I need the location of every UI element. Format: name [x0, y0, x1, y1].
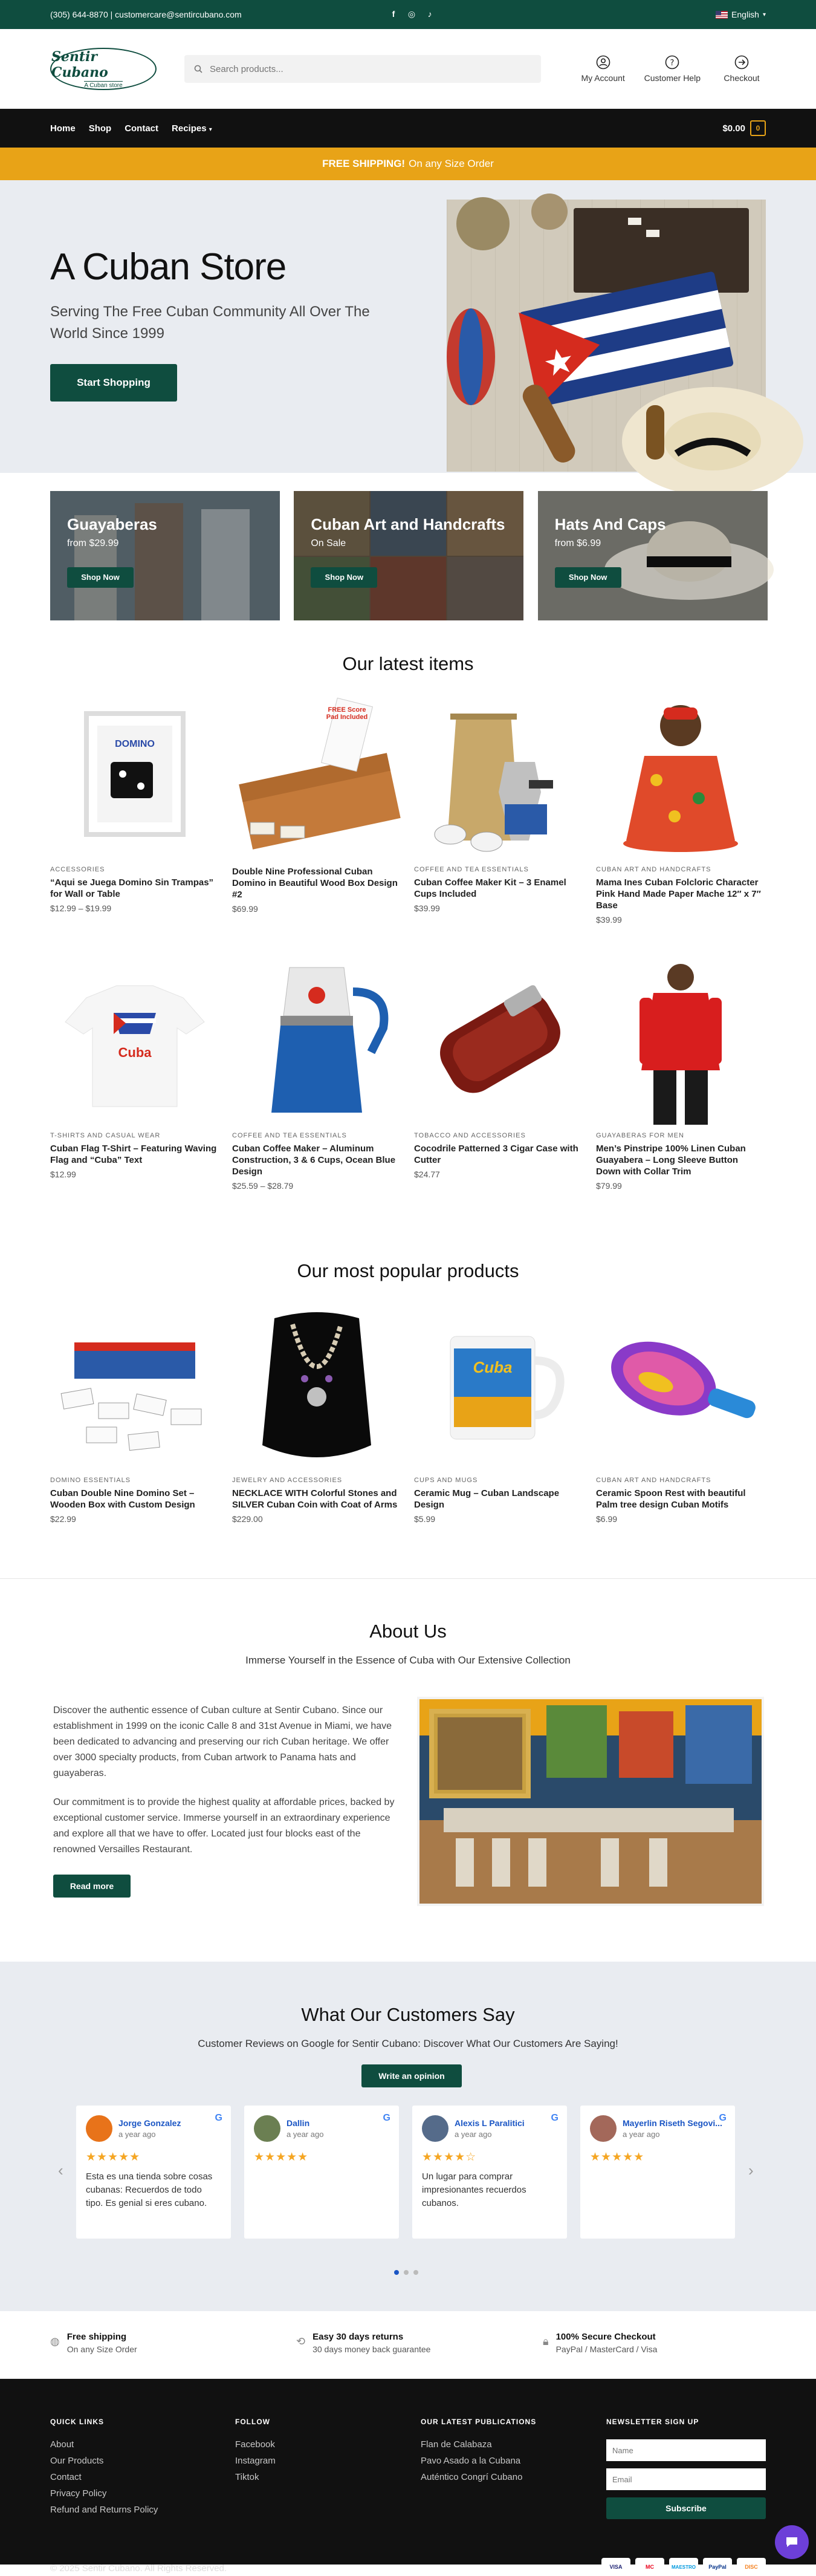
- product-name[interactable]: Cuban Flag T-Shirt – Featuring Waving Flag and “Cuba” Text: [50, 1143, 217, 1165]
- hero-illustration: [447, 200, 766, 472]
- category-art-handcrafts[interactable]: [294, 491, 522, 620]
- product-image[interactable]: [50, 955, 219, 1125]
- product-category: ACCESSORIES: [50, 866, 105, 873]
- product-card[interactable]: [50, 1300, 219, 1524]
- product-card[interactable]: [232, 1300, 401, 1524]
- product-image[interactable]: [232, 1300, 401, 1469]
- reviewer-name[interactable]: Mayerlin Riseth Segovi...: [623, 2118, 722, 2128]
- footer-link-privacy[interactable]: Privacy Policy: [50, 2488, 107, 2499]
- lock-icon: 🔒︎: [543, 2335, 549, 2347]
- product-price: $25.59 – $28.79: [232, 1181, 294, 1191]
- rating-stars: ★★★★★: [254, 2151, 309, 2164]
- footer-publications: [421, 2418, 536, 2488]
- product-card[interactable]: [232, 689, 401, 955]
- product-card[interactable]: [414, 955, 583, 1191]
- product-card[interactable]: [414, 1300, 583, 1524]
- product-image[interactable]: [596, 1300, 765, 1469]
- nav-menu: [50, 123, 212, 134]
- tiktok-icon[interactable]: ♪: [427, 9, 432, 19]
- promo-badge: FREE Score Pad Included: [326, 706, 368, 721]
- art-image: [294, 491, 523, 620]
- product-category: JEWELRY AND ACCESSORIES: [232, 1477, 343, 1484]
- product-image[interactable]: [414, 689, 583, 859]
- customer-help-link[interactable]: [644, 55, 701, 83]
- footer-link-facebook[interactable]: Facebook: [235, 2439, 275, 2450]
- review-text: Un lugar para comprar impresionantes recuerdos cubanos.: [422, 2171, 526, 2208]
- logo-tagline: A Cuban store: [84, 82, 123, 89]
- about-paragraph-2: Our commitment is to provide the highest quality at affordable prices, backed by exceptional customer service. Immerse yourself in an extraordinary experience and explore all that we have to offer. Located just four blocks east of the renowned Versailles Restaurant.: [53, 1797, 395, 1855]
- contact-info: [50, 10, 242, 19]
- rating-stars: ★★★★★: [590, 2151, 645, 2164]
- product-price: $229.00: [232, 1514, 263, 1524]
- refresh-icon: ⟲: [296, 2335, 306, 2347]
- product-price: $69.99: [232, 904, 258, 914]
- features-bar: [0, 2311, 816, 2379]
- product-price: $12.99 – $19.99: [50, 903, 112, 913]
- newsletter-email-input[interactable]: [606, 2468, 766, 2490]
- product-image[interactable]: [414, 955, 583, 1125]
- product-name[interactable]: Cuban Coffee Maker – Aluminum Construction, 3 & 6 Cups, Ocean Blue Design: [232, 1143, 396, 1177]
- footer-link-publication[interactable]: Pavo Asado a la Cubana: [421, 2456, 521, 2466]
- product-price: $39.99: [596, 915, 622, 925]
- cart-count: 0: [750, 120, 766, 136]
- popular-products-grid: [50, 1300, 766, 1524]
- shop-now-button[interactable]: Shop Now: [555, 567, 621, 588]
- hats-image: [538, 491, 768, 620]
- carousel-next-arrow[interactable]: ›: [748, 2161, 754, 2179]
- carousel-prev-arrow[interactable]: ‹: [58, 2161, 63, 2179]
- category-guayaberas[interactable]: [50, 491, 278, 620]
- separator: |: [110, 10, 115, 19]
- product-name[interactable]: Mama Ines Cuban Folcloric Character Pink Hand Made Paper Mache 12″ x 7″ Base: [596, 877, 761, 911]
- hero-section: [0, 180, 816, 473]
- footer-heading: FOLLOW: [235, 2418, 270, 2426]
- nav-item-home[interactable]: Home: [50, 123, 76, 134]
- product-category: COFFEE AND TEA ESSENTIALS: [414, 866, 529, 873]
- payment-methods: [601, 2558, 766, 2576]
- search-icon: [194, 65, 202, 73]
- category-sub: from $6.99: [554, 538, 601, 548]
- reviews-section: [0, 1962, 816, 2311]
- top-bar: [0, 0, 816, 29]
- product-card[interactable]: [596, 1300, 765, 1524]
- cart-total: $0.00: [722, 123, 745, 134]
- guayaberas-image: [50, 491, 280, 620]
- shop-now-button[interactable]: Shop Now: [67, 567, 134, 588]
- product-name[interactable]: Double Nine Professional Cuban Domino in Beautiful Wood Box Design #2: [232, 867, 398, 900]
- chevron-down-icon: ▾: [762, 11, 766, 18]
- footer-heading: OUR LATEST PUBLICATIONS: [421, 2418, 537, 2426]
- feature-title: Free shipping: [66, 2332, 127, 2342]
- store-interior-image: [417, 1697, 764, 1906]
- product-category: CUBAN ART AND HANDCRAFTS: [596, 866, 711, 873]
- review-card: [580, 2106, 735, 2239]
- us-flag-icon: [716, 11, 728, 19]
- subscribe-button[interactable]: Subscribe: [606, 2497, 766, 2519]
- review-carousel: [76, 2106, 735, 2239]
- product-name[interactable]: Men’s Pinstripe 100% Linen Cuban Guayabera – Long Sleeve Button Down with Collar Trim: [596, 1143, 746, 1177]
- rating-stars: ★★★★★: [86, 2151, 141, 2164]
- product-name[interactable]: Ceramic Spoon Rest with beautiful Palm tree design Cuban Motifs: [596, 1488, 746, 1510]
- read-more-button[interactable]: Read more: [53, 1875, 131, 1898]
- footer-quick-links: [50, 2418, 158, 2521]
- shirt-print-text: Cuba: [118, 1045, 152, 1060]
- maestro-icon: MAESTRO: [669, 2558, 698, 2576]
- product-price: $22.99: [50, 1514, 76, 1524]
- mastercard-icon: MC: [635, 2558, 664, 2576]
- about-title: About Us: [369, 1621, 447, 1642]
- nav-item-contact[interactable]: Contact: [125, 123, 159, 134]
- avatar: [254, 2115, 280, 2142]
- promo-bold: FREE SHIPPING!: [322, 158, 406, 169]
- product-price: $12.99: [50, 1169, 76, 1179]
- site-footer: [0, 2379, 816, 2574]
- nav-item-recipes-label: Recipes: [172, 123, 207, 134]
- start-shopping-button[interactable]: Start Shopping: [50, 364, 177, 402]
- feature-sub: On any Size Order: [66, 2344, 137, 2354]
- product-price: $24.77: [414, 1169, 440, 1179]
- checkout-link[interactable]: [717, 55, 766, 83]
- reviewer-name[interactable]: Alexis L Paralitici: [455, 2118, 525, 2128]
- promo-text: On any Size Order: [409, 158, 494, 169]
- product-image[interactable]: [414, 1300, 583, 1469]
- google-icon: G: [719, 2113, 727, 2123]
- mug-print-text: Cuba: [473, 1358, 513, 1376]
- product-image[interactable]: [50, 1300, 219, 1469]
- product-image[interactable]: [232, 955, 401, 1125]
- language-selector[interactable]: [716, 10, 766, 19]
- rating-stars: ★★★★☆: [422, 2151, 477, 2164]
- product-card[interactable]: [50, 689, 219, 913]
- review-date: a year ago: [623, 2130, 660, 2139]
- product-card[interactable]: [596, 955, 765, 1191]
- google-icon: G: [551, 2113, 559, 2123]
- avatar: [590, 2115, 617, 2142]
- header-actions: [579, 55, 766, 83]
- nav-item-recipes[interactable]: [172, 123, 212, 134]
- main-nav: [0, 109, 816, 148]
- paypal-icon: PayPal: [703, 2558, 732, 2576]
- footer-link-about[interactable]: About: [50, 2439, 74, 2450]
- product-card[interactable]: [414, 689, 583, 955]
- carousel-dot[interactable]: [404, 2270, 409, 2275]
- product-category: TOBACCO AND ACCESSORIES: [414, 1132, 526, 1139]
- product-name[interactable]: Cocodrile Patterned 3 Cigar Case with Cutter: [414, 1143, 578, 1165]
- carousel-dot[interactable]: [413, 2270, 418, 2275]
- product-name[interactable]: Cuban Double Nine Domino Set – Wooden Box with Custom Design: [50, 1488, 195, 1510]
- about-subtitle: Immerse Yourself in the Essence of Cuba with Our Extensive Collection: [245, 1654, 571, 1666]
- footer-link-contact[interactable]: Contact: [50, 2472, 82, 2482]
- category-title: Guayaberas: [67, 515, 157, 533]
- write-opinion-button[interactable]: Write an opinion: [361, 2064, 462, 2087]
- search-bar: [184, 55, 541, 83]
- product-category: CUBAN ART AND HANDCRAFTS: [596, 1477, 711, 1484]
- footer-link-tiktok[interactable]: Tiktok: [235, 2472, 259, 2482]
- feature-sub: 30 days money back guarantee: [312, 2344, 431, 2354]
- footer-newsletter: [606, 2418, 766, 2519]
- feature-secure-checkout: [543, 2332, 657, 2354]
- google-icon: G: [383, 2113, 390, 2123]
- svg-text:?: ?: [670, 59, 675, 68]
- facebook-icon[interactable]: f: [392, 9, 395, 19]
- product-name[interactable]: Cuban Coffee Maker Kit – 3 Enamel Cups Included: [414, 877, 566, 899]
- cart-button[interactable]: [722, 120, 766, 136]
- product-card[interactable]: [50, 955, 219, 1191]
- newsletter-name-input[interactable]: [606, 2439, 766, 2461]
- product-image[interactable]: [50, 689, 219, 859]
- product-name[interactable]: “Aqui se Juega Domino Sin Trampas” for Wall or Table: [50, 877, 214, 899]
- product-price: $79.99: [596, 1181, 622, 1191]
- globe-icon: ◍: [50, 2335, 60, 2347]
- feature-free-shipping: [50, 2332, 137, 2354]
- checkout-label: Checkout: [724, 73, 760, 83]
- feature-title: 100% Secure Checkout: [555, 2332, 656, 2342]
- site-header: [0, 29, 816, 109]
- footer-link-instagram[interactable]: Instagram: [235, 2456, 276, 2466]
- discover-icon: DISC: [737, 2558, 766, 2576]
- review-date: a year ago: [118, 2130, 156, 2139]
- avatar: [422, 2115, 448, 2142]
- site-logo[interactable]: [50, 48, 157, 90]
- hero-title: A Cuban Store: [50, 246, 287, 288]
- section-divider: [0, 1578, 816, 1579]
- footer-link-publication[interactable]: Flan de Calabaza: [421, 2439, 492, 2450]
- category-sub: On Sale: [311, 538, 346, 548]
- instagram-icon[interactable]: ◎: [407, 9, 416, 19]
- product-image[interactable]: [596, 955, 765, 1125]
- logo-text: Sentir Cubano: [51, 49, 108, 80]
- help-icon: [665, 55, 679, 70]
- reviews-subtitle: Customer Reviews on Google for Sentir Cubano: Discover What Our Customers Are Saying!: [198, 2038, 618, 2049]
- footer-link-refund[interactable]: Refund and Returns Policy: [50, 2505, 158, 2515]
- arrow-right-icon: [734, 55, 749, 70]
- review-date: a year ago: [455, 2130, 492, 2139]
- product-card[interactable]: [232, 955, 401, 1191]
- category-hats-caps[interactable]: [538, 491, 766, 620]
- my-account-link[interactable]: [579, 55, 627, 83]
- product-category: T-SHIRTS AND CASUAL WEAR: [50, 1132, 161, 1139]
- user-icon: [596, 55, 610, 70]
- about-paragraph-1: Discover the authentic essence of Cuban culture at Sentir Cubano. Since our establishment in 1999 on the iconic Calle 8 and 31st Avenue in Miami, we have been dedicated to advancing and preserving our rich Cuban heritage. We offer over 3000 specialty products, from Cuban artwork to Panama hats and guayaberas.: [53, 1705, 392, 1778]
- search-input[interactable]: [210, 64, 524, 74]
- copyright: © 2025 Sentir Cubano. All Rights Reserved.: [50, 2563, 227, 2574]
- product-price: $5.99: [414, 1514, 436, 1524]
- feature-title: Easy 30 days returns: [312, 2332, 404, 2342]
- footer-heading: NEWSLETTER SIGN UP: [606, 2418, 699, 2426]
- footer-follow: [235, 2418, 276, 2488]
- review-card: [76, 2106, 231, 2239]
- hero-image: [447, 200, 766, 472]
- latest-products-grid: [50, 689, 766, 1191]
- product-price: $6.99: [596, 1514, 618, 1524]
- category-title: Cuban Art and Handcrafts: [311, 515, 505, 533]
- product-category: CUPS AND MUGS: [414, 1477, 478, 1484]
- feature-returns: [296, 2332, 430, 2354]
- visa-icon: VISA: [601, 2558, 630, 2576]
- carousel-dot[interactable]: [394, 2270, 399, 2275]
- google-icon: G: [215, 2113, 222, 2123]
- phone-link[interactable]: (305) 644-8870: [50, 10, 108, 19]
- review-text: Esta es una tienda sobre cosas cubanas: Recuerdos de todo tipo. Es genial si eres cubano.: [86, 2171, 213, 2208]
- footer-link-publication[interactable]: Auténtico Congrí Cubano: [421, 2472, 523, 2482]
- popular-products-title: Our most popular products: [297, 1260, 519, 1281]
- category-sub: from $29.99: [67, 538, 119, 548]
- promo-banner: [0, 148, 816, 180]
- customer-help-label: Customer Help: [644, 73, 701, 83]
- email-link[interactable]: customercare@sentircubano.com: [115, 10, 242, 19]
- reviewer-name[interactable]: Dallin: [287, 2118, 310, 2128]
- nav-item-shop[interactable]: Shop: [88, 123, 112, 134]
- chat-icon: [784, 2534, 800, 2550]
- product-name[interactable]: NECKLACE WITH Colorful Stones and SILVER Cuban Coin with Coat of Arms: [232, 1488, 398, 1510]
- review-card: [244, 2106, 399, 2239]
- about-text: [53, 1703, 395, 1898]
- reviews-title: What Our Customers Say: [301, 2004, 515, 2025]
- product-category: GUAYABERAS FOR MEN: [596, 1132, 684, 1139]
- svg-text:DOMINO: DOMINO: [115, 739, 155, 749]
- reviewer-name[interactable]: Jorge Gonzalez: [118, 2118, 181, 2128]
- product-price: $39.99: [414, 903, 440, 913]
- product-image[interactable]: [232, 689, 401, 859]
- review-date: a year ago: [287, 2130, 324, 2139]
- language-label: English: [731, 10, 759, 19]
- chevron-down-icon: ▾: [209, 126, 212, 133]
- product-image[interactable]: [596, 689, 765, 859]
- category-banners: [50, 491, 766, 620]
- my-account-label: My Account: [581, 73, 625, 83]
- category-title: Hats And Caps: [554, 515, 666, 533]
- product-category: DOMINO ESSENTIALS: [50, 1477, 131, 1484]
- hero-subtitle: Serving The Free Cuban Community All Over The World Since 1999: [50, 304, 370, 342]
- chat-widget-button[interactable]: [775, 2525, 809, 2559]
- product-category: COFFEE AND TEA ESSENTIALS: [232, 1132, 347, 1139]
- carousel-dots: [394, 2270, 418, 2275]
- review-card: [412, 2106, 567, 2239]
- avatar: [86, 2115, 112, 2142]
- product-card[interactable]: [596, 689, 765, 955]
- latest-items-title: Our latest items: [342, 653, 474, 674]
- product-name[interactable]: Ceramic Mug – Cuban Landscape Design: [414, 1488, 560, 1510]
- footer-heading: QUICK LINKS: [50, 2418, 104, 2426]
- footer-link-products[interactable]: Our Products: [50, 2456, 104, 2466]
- feature-sub: PayPal / MasterCard / Visa: [555, 2344, 658, 2354]
- shop-now-button[interactable]: Shop Now: [311, 567, 377, 588]
- social-links: [389, 9, 435, 19]
